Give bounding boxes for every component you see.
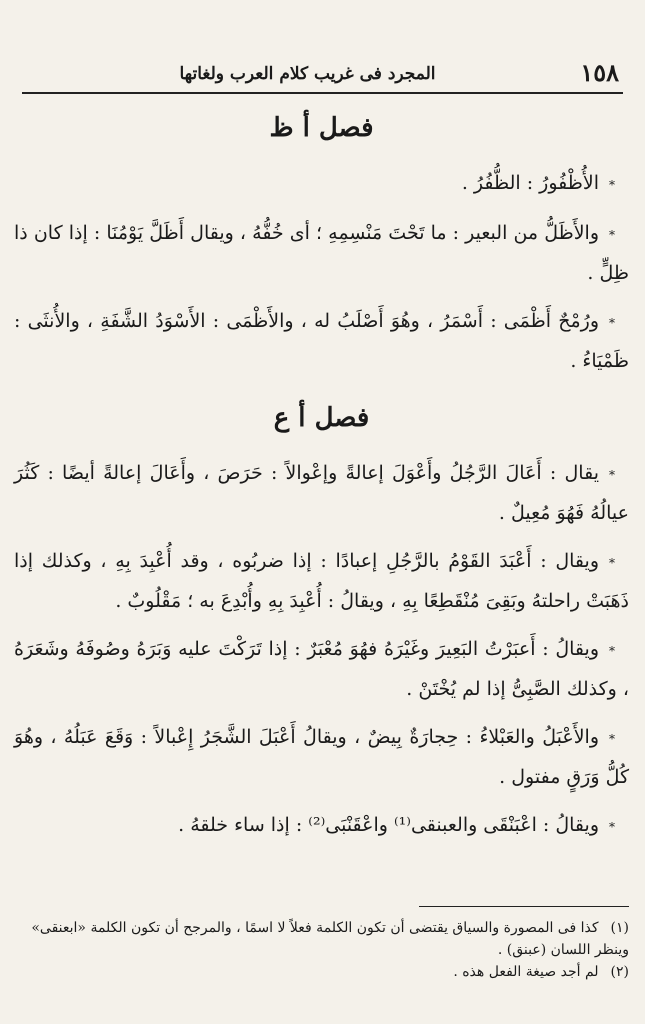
running-title: المجرد فى غريب كلام العرب ولغاتها (179, 64, 436, 84)
entry-paragraph (14, 164, 629, 204)
entry-paragraph (14, 214, 629, 292)
entry-marker: * (609, 316, 615, 330)
entry-paragraph (14, 806, 629, 846)
footnote-text: لم أجد صيغة الفعل هذه . (453, 964, 599, 980)
entry-text: ويقال : أَعْبَدَ القَوْمُ بالرَّجُلِ إعبادًا : إذا ضربُوه ، وقد أُعْبِدَ بِهِ ، وكذلك إذا ذَهَبَتْ راحلتهُ وبَقِىَ مُنْقَطِعًا بِهِ ، ويقالُ : أُعْبِدَ بِهِ وأُبْدِعَ به ؛ مَقْلُوبٌ . (14, 550, 629, 612)
entry-text: ويقالُ : أَعبَرْتُ البَعِيرَ وغَيْرَهُ فهُوَ مُعْبَرٌ : إذا تَرَكْتَ عليه وَبَرَهُ وصُوفَهُ وشَعَرَهُ ، وكذلك الصَّبِىُّ إذا لم يُخْتَنْ . (14, 638, 629, 700)
entry-text: يقال : أَعَالَ الرَّجُلُ وأَعْوَلَ إعالةً وإعْوالاً : حَرَصَ ، وأَعَالَ إعالةً أيضًا : كَثُرَ عيالُهُ فَهُوَ مُعِيلٌ . (14, 462, 629, 524)
footnote (14, 961, 629, 983)
footnote-number: (١) (610, 920, 629, 936)
entry-marker: * (609, 644, 615, 658)
page-body (14, 108, 629, 856)
entry-paragraph (14, 630, 629, 708)
entry-text: والأَعْبَلُ والعَبْلاءُ : حِجارَةٌ بِيضٌ ، ويقالُ أَعْبَلَ الشَّجَرُ إِعْبالاً : وَقَعَ عَبَلُهُ ، وهُوَ كُلُّ وَرَقٍ مفتول . (14, 726, 629, 788)
entry-text: والأَظَلُّ من البعير : ما تَحْتَ مَنْسِمِهِ ؛ أى خُفُّهُ ، ويقال أَظَلَّ يَوْمُنَا : إذا كان ذا ظِلٍّ . (14, 222, 629, 284)
entry-text: الأُظْفُورُ : الظُّفُرُ . (461, 172, 599, 194)
entry-text: ويقالُ : اعْبَنْقَى والعبنقى⁽¹⁾ واعْقَنْبَى⁽²⁾ : إذا ساء خلقهُ . (178, 814, 599, 836)
entry-paragraph (14, 454, 629, 532)
entry-text: ورُمْحٌ أَظْمَى : أَسْمَرُ ، وهُوَ أَصْلَبُ له ، والأَظْمَى : الأَسْوَدُ الشَّفَةِ ، والأُنثَى : ظَمْيَاءُ . (14, 310, 629, 372)
section-title: فصل أ ع (273, 403, 370, 433)
entry-marker: * (609, 178, 615, 192)
entry-marker: * (609, 732, 615, 746)
page-header (22, 58, 623, 94)
entry-paragraph (14, 718, 629, 796)
footnote-text: كذا فى المصورة والسياق يقتضى أن تكون الكلمة فعلاً لا اسمًا ، والمرجح أن تكون الكلمة «ابعنقى» وينظر اللسان (عبنق) . (31, 920, 629, 958)
footnotes (14, 906, 629, 983)
footnote (14, 917, 629, 961)
page-number: ١٥٨ (580, 58, 619, 87)
footnote-divider (419, 906, 629, 907)
entry-marker: * (609, 228, 615, 242)
entry-marker: * (609, 556, 615, 570)
entry-paragraph (14, 542, 629, 620)
entry-marker: * (609, 468, 615, 482)
entry-paragraph (14, 302, 629, 380)
footnote-number: (٢) (610, 964, 629, 980)
entry-marker: * (609, 820, 615, 834)
section-title: فصل أ ظ (269, 113, 374, 143)
